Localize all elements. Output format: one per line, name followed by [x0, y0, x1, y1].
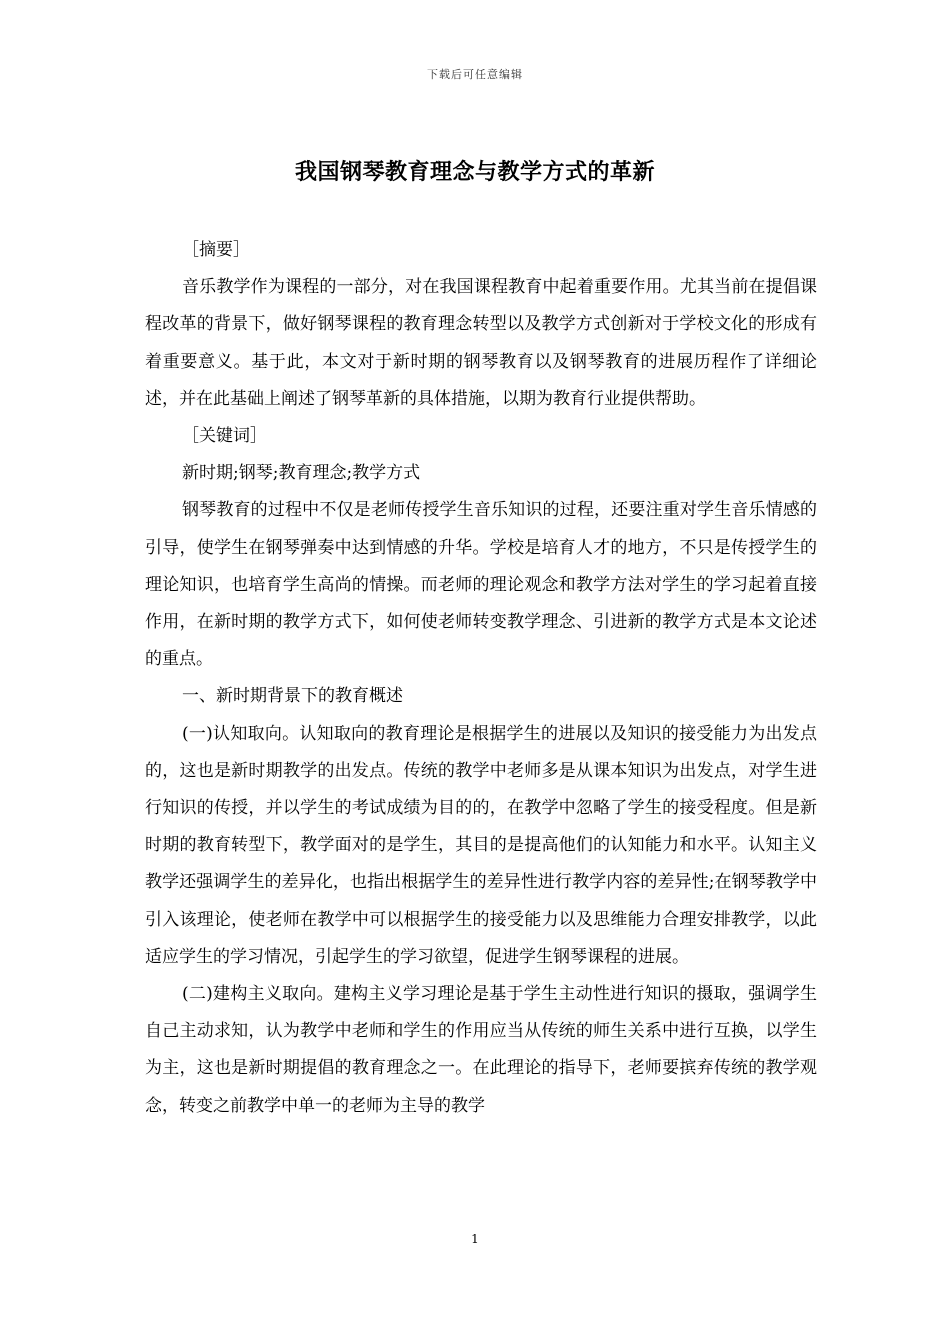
page-number: 1 [471, 1232, 479, 1246]
section-heading-1: 一、新时期背景下的教育概述 [182, 686, 403, 707]
keywords-heading: ［关键词］ [182, 426, 267, 447]
intro-paragraph: 钢琴教育的过程中不仅是老师传授学生音乐知识的过程，还要注重对学生音乐情感的引导，使学生在钢琴弹奏中达到情感的升华。学校是培育人才的地方，不只是传授学生的理论知识，也培育学生高尚的情操。而老师的理论观念和教学方法对学生的学习起着直接作用，在新时期的教学方式下，如何使老师转变教学理念、引进新的教学方式是本文论述的重点。 [145, 500, 817, 670]
subsection-constructivism: (二)建构主义取向。建构主义学习理论是基于学生主动性进行知识的摄取，强调学生自己主动求知，认为教学中老师和学生的作用应当从传统的师生关系中进行互换，以学生为主，这也是新时期提倡的教育理念之一。在此理论的指导下，老师要摈弃传统的教学观念，转变之前教学中单一的老师为主导的教学 [145, 984, 817, 1116]
subsection-cognitive: (一)认知取向。认知取向的教育理论是根据学生的进展以及知识的接受能力为出发点的，这也是新时期教学的出发点。传统的教学中老师多是从课本知识为出发点，对学生进行知识的传授，并以学生的考试成绩为目的的，在教学中忽略了学生的接受程度。但是新时期的教育转型下，教学面对的是学生，其目的是提高他们的认知能力和水平。认知主义教学还强调学生的差异化，也指出根据学生的差异性进行教学内容的差异性;在钢琴教学中引入该理论，使老师在教学中可以根据学生的接受能力以及思维能力合理安排教学，以此适应学生的学习情况，引起学生的学习欲望，促进学生钢琴课程的进展。 [145, 723, 817, 967]
keywords-list: 新时期;钢琴;教育理念;教学方式 [182, 463, 421, 484]
abstract-heading: ［摘要］ [182, 240, 250, 260]
document-body [145, 232, 817, 1125]
document-title: 我国钢琴教育理念与教学方式的革新 [294, 159, 655, 185]
header-note: 下载后可任意编辑 [427, 68, 523, 81]
abstract-paragraph: 音乐教学作为课程的一部分，对在我国课程教育中起着重要作用。尤其当前在提倡课程改革的背景下，做好钢琴课程的教育理念转型以及教学方式创新对于学校文化的形成有着重要意义。基于此，本文对于新时期的钢琴教育以及钢琴教育的进展历程作了详细论述，并在此基础上阐述了钢琴革新的具体措施，以期为教育行业提供帮助。 [145, 277, 817, 409]
